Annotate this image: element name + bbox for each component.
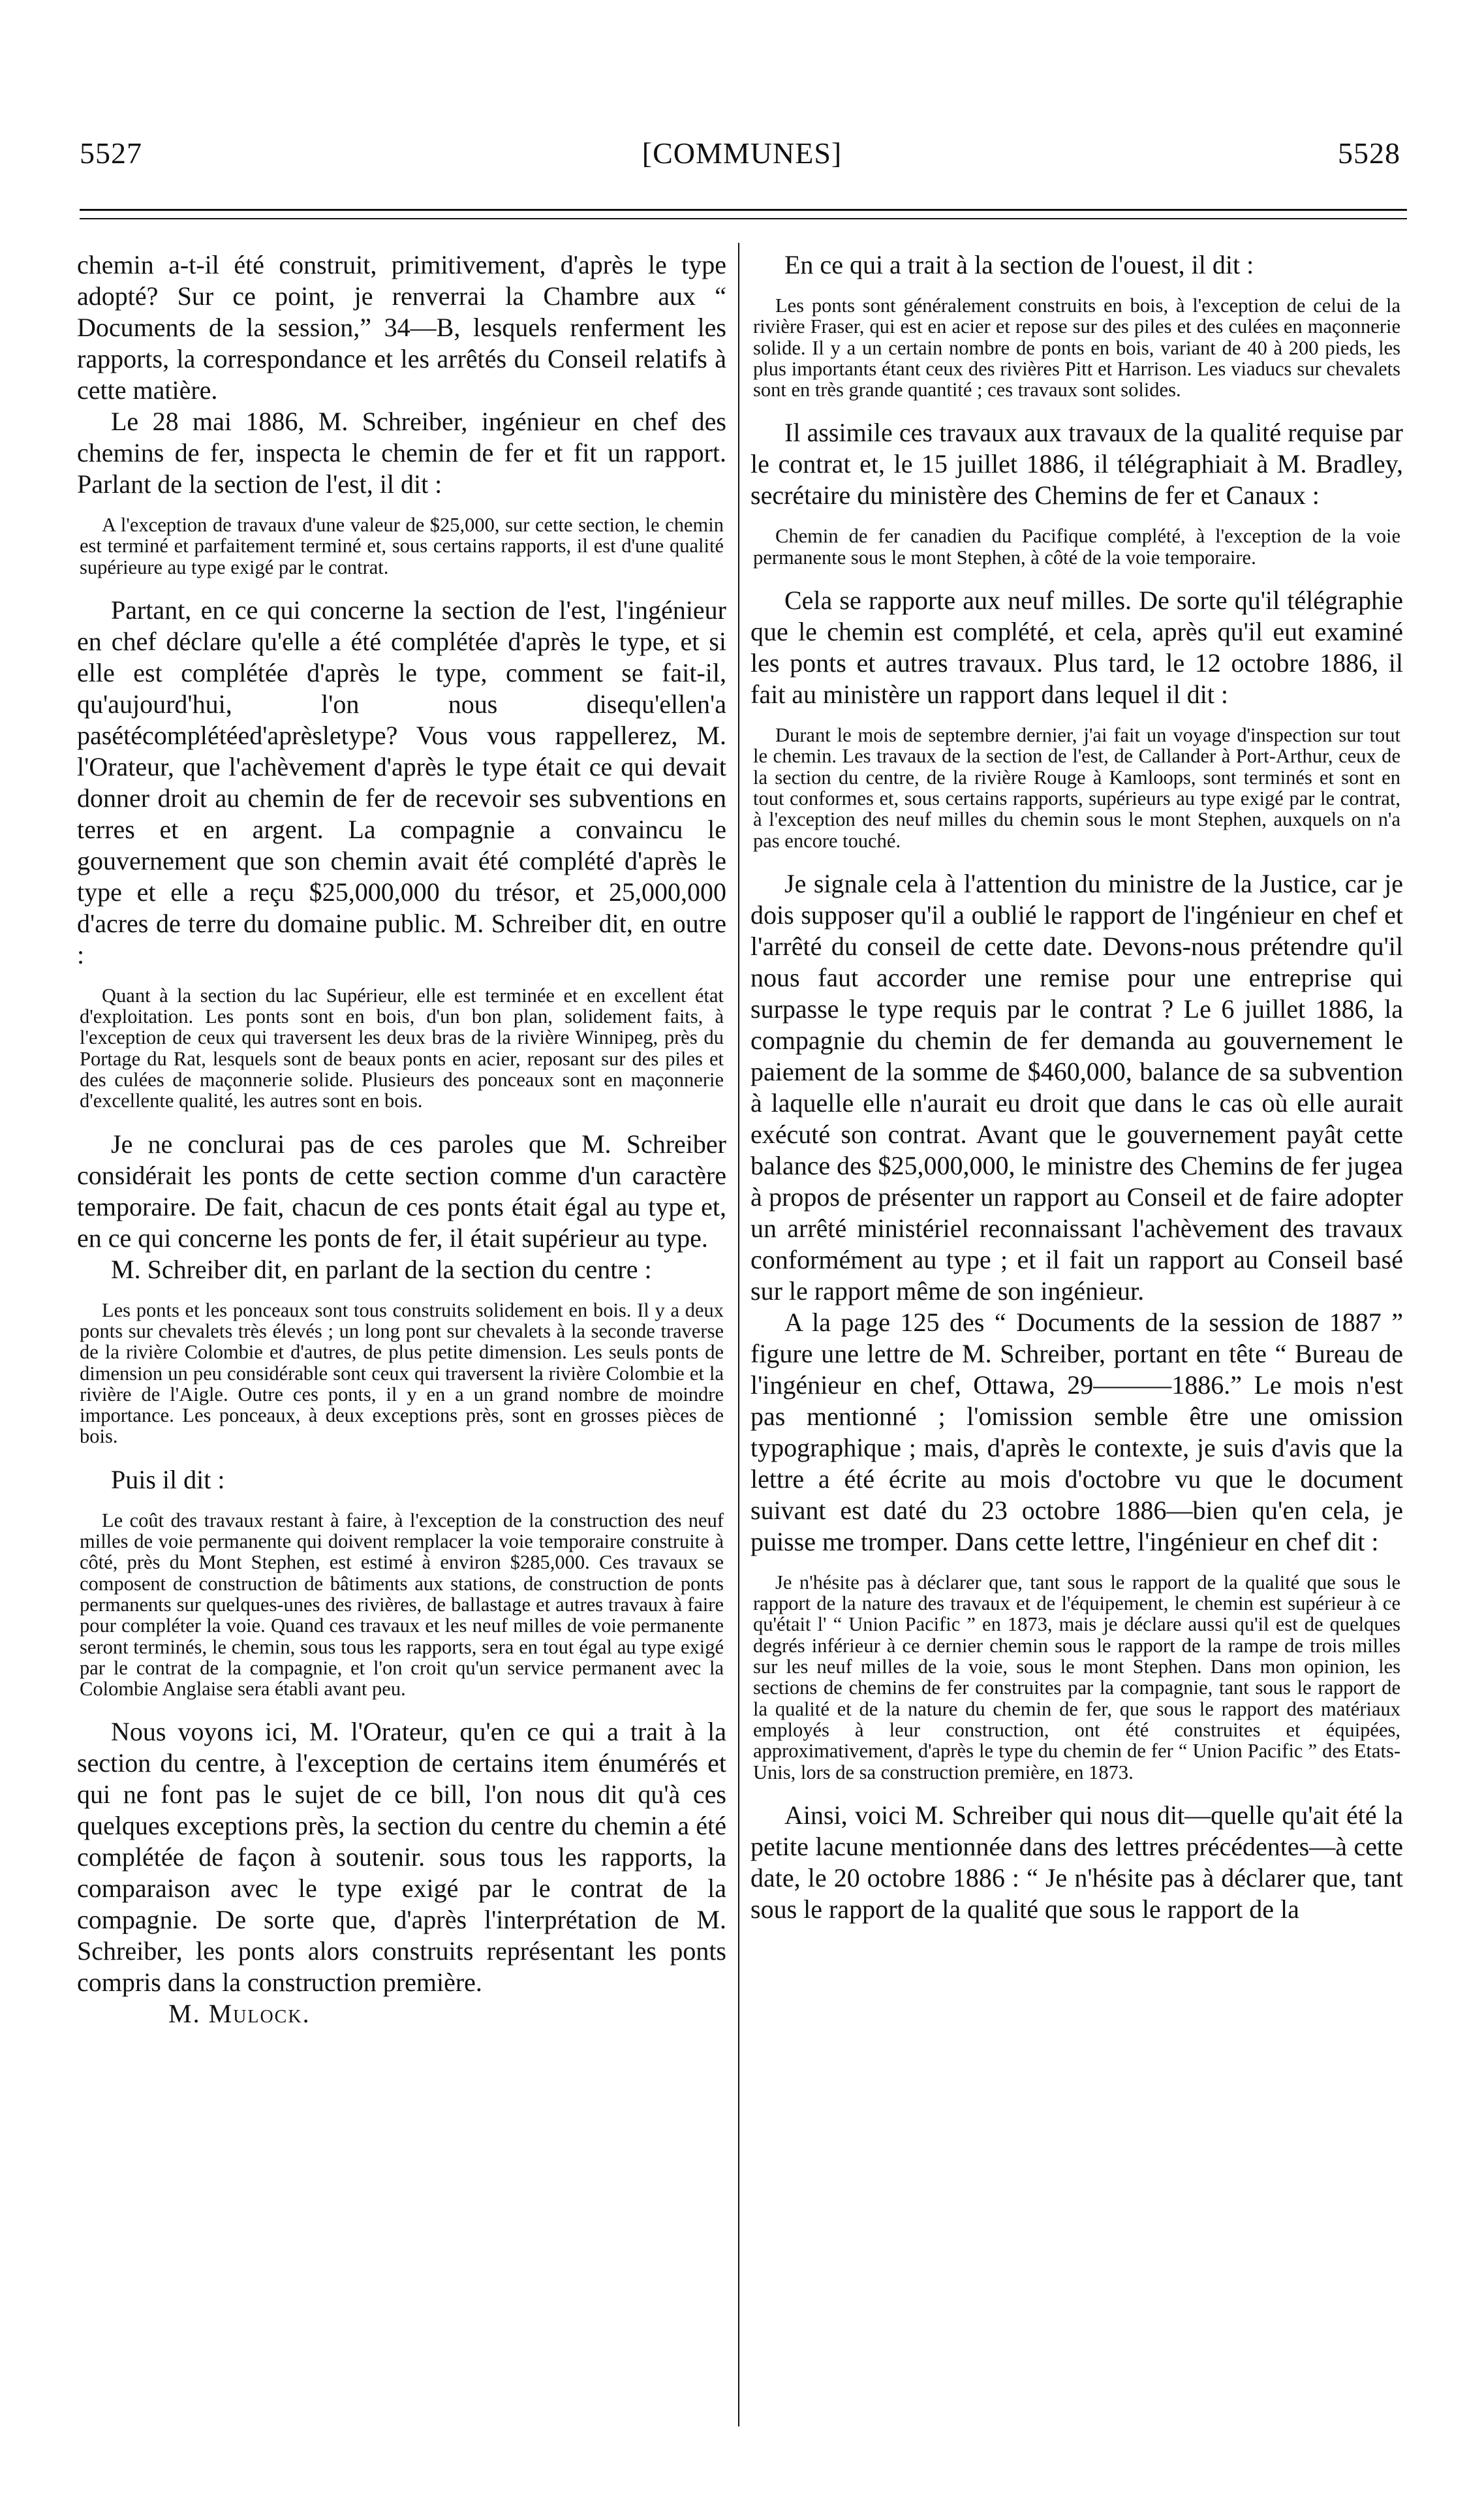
paragraph: Le 28 mai 1886, M. Schreiber, ingénieur en chef des chemins de fer, inspecta le chemin de fer et fit un rapport. Parlant de la section de l'est, il dit : [77,407,726,499]
header-rule-top [80,209,1407,211]
block-quote: Le coût des travaux restant à faire, à l'exception de la construction des neuf milles de voie permanente qui doivent remplacer la voie temporaire construite à côté, près du Mont Stephen, est estimé à environ $285,000. Ces travaux se composent de construction de bâtiments aux stations, de construction de ponts permanents sur quelques-unes des rivières, de ballastage et autres travaux à faire pour compléter la voie. Quand ces travaux et les neuf milles de voie permanente seront terminés, le chemin, sous tous les rapports, sera en tout égal au type exigé par le contrat de la compagnie, et l'on croit qu'un service permanent avec la Colombie Anglaise sera établi avant peu. [80,1509,724,1701]
page-number-right: 5528 [1338,136,1400,170]
paragraph: Je signale cela à l'attention du ministre de la Justice, car je dois supposer qu'il a oublié le rapport de l'ingénieur en chef et l'arrêté du conseil de cette date. Devons-nous prétendre qu'il nous faut accorder une remise pour une entreprise qui surpasse le type requis par le contrat ? Le 6 juillet 1886, la compagnie du chemin de fer demanda au gouvernement le paiement de la somme de $460,000, balance de sa subvention à laquelle elle n'aurait eu droit que dans le cas où elle aurait exécuté son contrat. Avant que le gouvernement payât cette balance des $25,000,000, le ministre des Chemins de fer jugea à propos de présenter un rapport au Conseil et de faire adopter un arrêté ministériel reconnaissant l'achèvement des travaux conformément au type ; et il fait un rapport au Conseil basé sur le rapport même de son ingénieur. [750,868,1403,1306]
block-quote: Durant le mois de septembre dernier, j'ai fait un voyage d'inspection sur tout le chemin. Les travaux de la section de l'est, de Callander à Port-Arthur, ceux de la section du centre, de la rivière Rouge à Kamloops, sont terminés et sont en tout conformes et, sous certains rapports, supérieurs au type exigé par le contrat, à l'exception des neuf milles du chemin sous le mont Stephen, auxquels on n'a pas encore touché. [753,724,1400,852]
paragraph: En ce qui a trait à la section de l'ouest, il dit : [784,250,1254,279]
paragraph: Il assimile ces travaux aux travaux de la qualité requise par le contrat et, le 15 juillet 1886, il télégraphiait à M. Bradley, secrétaire du ministère des Chemins de fer et Canaux : [750,418,1403,510]
block-quote: Chemin de fer canadien du Pacifique complété, à l'exception de la voie permanente sous le mont Stephen, à côté de la voie temporaire. [753,525,1400,569]
right-column [750,249,1403,1925]
paragraph: chemin a-t-il été construit, primitivement, d'après le type adopté? Sur ce point, je renverrai la Chambre aux “ Documents de la session,” 34—B, lesquels renferment les rapports, la correspondance et les arrêtés du Conseil relatifs à cette matière. [77,250,726,405]
block-quote: Je n'hésite pas à déclarer que, tant sous le rapport de la qualité que sous le rapport de la nature des travaux et de l'équipement, le chemin est supérieur à ce qu'était l' “ Union Pacific ” en 1873, mais je déclare aussi qu'il est de quelques degrés inférieur à ce dernier chemin sous le rapport de la rampe de trois milles sur les neuf milles de la voie, sous le mont Stephen. Dans mon opinion, les sections de chemins de fer construites par la compagnie, tant sous le rapport de la qualité et de la nature du chemin de fer, que sous le rapport des matériaux employés à leur construction, ont été construites et équipées, approximativement, d'après le type du chemin de fer “ Union Pacific ” des Etats-Unis, lors de sa construction première, en 1873. [753,1571,1400,1783]
header-rule-bottom [80,218,1407,219]
paragraph: M. Schreiber dit, en parlant de la section du centre : [111,1254,652,1284]
block-quote: A l'exception de travaux d'une valeur de $25,000, sur cette section, le chemin est terminé et parfaitement terminé et, sous certains rapports, il est d'une qualité supérieure au type exigé par le contrat. [80,514,724,578]
paragraph: Puis il dit : [111,1464,225,1494]
block-quote: Quant à la section du lac Supérieur, elle est terminée et en excellent état d'exploitation. Les ponts sont en bois, d'un bon plan, solidement faits, à l'exception de ceux qui traversent les deux bras de la rivière Winnipeg, près du Portage du Rat, lesquels sont de beaux ponts en acier, reposant sur des piles et des culées de maçonnerie solide. Plusieurs des ponceaux sont en maçonnerie d'excellente qualité, les autres sont en bois. [80,984,724,1112]
page-number-left: 5527 [80,136,142,170]
left-column [77,249,726,2030]
block-quote: Les ponts et les ponceaux sont tous construits solidement en bois. Il y a deux ponts sur chevalets très élevés ; un long pont sur chevalets à la seconde traverse de la rivière Colombie et d'autres, de plus petite dimension. Les seuls ponts de dimension un peu considérable sont ceux qui traversent la rivière Colombie et la rivière de l'Aigle. Outre ces ponts, il y en a un grand nombre de moindre importance. Les ponceaux, à deux exceptions près, sont en grosses pièces de bois. [80,1298,724,1448]
paragraph: A la page 125 des “ Documents de la session de 1887 ” figure une lettre de M. Schreiber, portant en tête “ Bureau de l'ingénieur en chef, Ottawa, 29———1886.” Le mois n'est pas mentionné ; l'omission semble être une omission typographique ; mais, d'après le contexte, je suis d'avis que la lettre a été écrite au mois d'octobre vu que le document suivant est daté du 23 octobre 1886—bien qu'en cela, je puisse me tromper. Dans cette lettre, l'ingénieur en chef dit : [750,1307,1403,1556]
running-title: [COMMUNES] [642,136,842,170]
paragraph: Cela se rapporte aux neuf milles. De sorte qu'il télégraphie que le chemin est complété, et cela, après qu'il eut examiné les ponts et autres travaux. Plus tard, le 12 octobre 1886, il fait au ministère un rapport dans lequel il dit : [750,586,1403,710]
speaker-signature: M. Mulock. [168,1999,311,2029]
block-quote: Les ponts sont généralement construits en bois, à l'exception de celui de la rivière Fraser, qui est en acier et repose sur des piles et des culées en maçonnerie solide. Il y a un certain nombre de ponts en bois, variant de 40 à 200 pieds, les plus importants étant ceux des rivières Pitt et Harrison. Les viaducs sur chevalets sont en très grande quantité ; ces travaux sont solides. [753,294,1400,401]
column-divider [738,243,739,2426]
paragraph: Nous voyons ici, M. l'Orateur, qu'en ce qui a trait à la section du centre, à l'exception de certains item énumérés et qui ne font pas le sujet de ce bill, l'on nous dit qu'à ces quelques exceptions près, la section du centre du chemin a été complétée de façon à soutenir. sous tous les rapports, la comparaison avec le type exigé par le contrat de la compagnie. De sorte que, d'après l'interprétation de M. Schreiber, les ponts alors construits représentant les ponts compris dans la construction première. [77,1717,726,1998]
paragraph: Ainsi, voici M. Schreiber qui nous dit—quelle qu'ait été la petite lacune mentionnée dans des lettres précédentes—à cette date, le 20 octobre 1886 : “ Je n'hésite pas à déclarer que, tant sous le rapport de la qualité que sous le rapport de la [750,1800,1403,1924]
paragraph: Je ne conclurai pas de ces paroles que M. Schreiber considérait les ponts de cette section comme d'un caractère temporaire. De fait, chacun de ces ponts était égal au type et, en ce qui concerne les ponts de fer, il était supérieur au type. [77,1129,726,1253]
paragraph: Partant, en ce qui concerne la section de l'est, l'ingénieur en chef déclare qu'elle a été complétée d'après le type, et si elle est complétée d'après le type, comment se fait-il, qu'aujourd'hui, l'on nous disequ'ellen'a pasétécomplétéed'aprèsletype? Vous vous rappellerez, M. l'Orateur, que l'achèvement d'après le type était ce qui devait donner droit au chemin de fer de recevoir ses subventions en terres et en argent. La compagnie a convaincu le gouvernement que son chemin avait été complété d'après le type et elle a reçu $25,000,000 du trésor, et 25,000,000 d'acres de terre du domaine public. M. Schreiber dit, en outre : [77,595,726,969]
